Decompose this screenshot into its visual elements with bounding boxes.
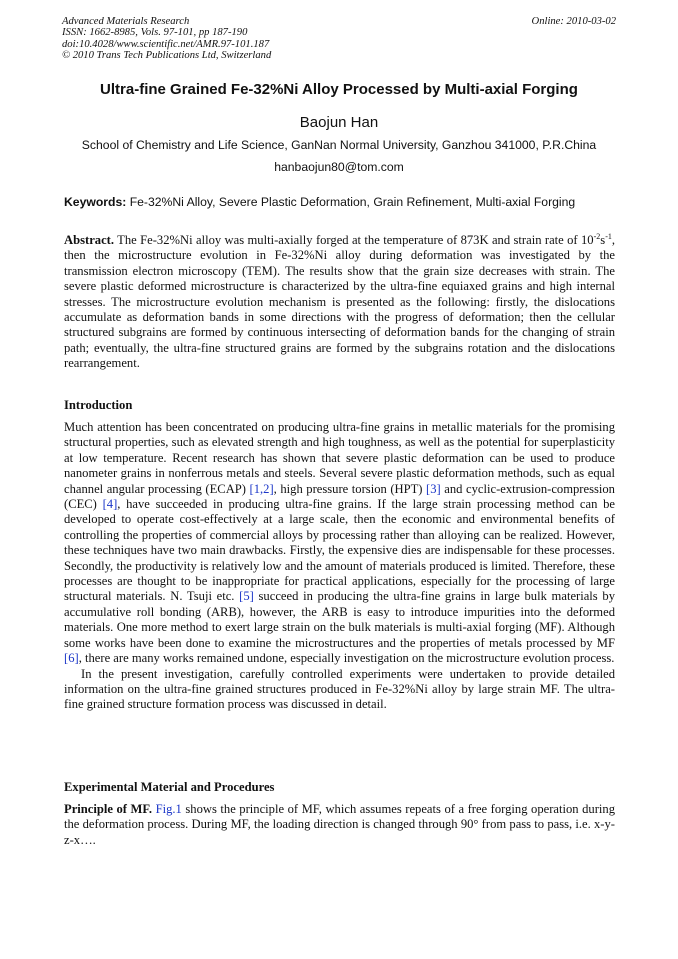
intro-text-f: , there are many works remained undone, especially investigation on the microstructure evolution process. <box>78 651 615 666</box>
abstract-text-3: , then the microstructure evolution in Fe-32%Ni alloy during deformation was investigated by the transmission electron microscopy (TEM). The results show that the grain size decreases with strain. The severe plastic deformed microstructure is characterized by the ultra-fine equiaxed grains and high internal stresses. The microstructure evolution mechanism is presented as the following: firstly, the dislocations accumulate as deformation bands in some directions with the progress of deformation; then the cellular structured subgrains are formed by continuous intersecting of deformation bands for the changing of strain path; eventually, the ultra-fine structured grains are formed by the subgrains rotation and the dislocations rearrangement. <box>64 233 616 371</box>
introduction-paragraph-2: In the present investigation, carefully controlled experiments were undertaken to provide detailed information on the ultra-fine grained structures produced in Fe-32%Ni alloy by large strain MF. The ultra-fine grained structure formation process was discussed in detail. <box>64 666 615 712</box>
principle-paragraph <box>64 802 615 848</box>
author-name: Baojun Han <box>299 114 379 131</box>
introduction-body <box>64 420 615 713</box>
experimental-heading: Experimental Material and Procedures <box>64 780 275 794</box>
citation-6[interactable]: [6] <box>64 651 79 666</box>
intro-text-d: , have succeeded in producing ultra-fine grains. If the large strain processing method can be developed to operate cost-effectively at a large scale, then the economic and environmental benefits of controlling the properties of commercial alloys by processing rather than alloying can be realized. However, these techniques have two main drawbacks. Firstly, the expensive dies are indispensable for these processes. Secondly, the productivity is relatively low and the amount of materials produced is limited. Therefore, these processes are thought to be inappropriate for practical applications, especially for the processing of large structural materials. N. Tsuji etc. <box>64 497 615 604</box>
journal-name: Advanced Materials Research <box>62 16 190 27</box>
principle-text: shows the principle of MF, which assumes repeats of a free forging operation during the deformation process. During MF, the loading direction is changed through 90° from pass to pass, i.e. x-y-z-x…. <box>64 802 615 847</box>
abstract-text-1: The Fe-32%Ni alloy was multi-axially forged at the temperature of 873K and strain rate of 10 <box>117 233 594 247</box>
online-date: Online: 2010-03-02 <box>531 16 616 27</box>
copyright-line: © 2010 Trans Tech Publications Ltd, Switzerland <box>62 50 272 62</box>
intro-text-e: succeed in producing the ultra-fine grains in large bulk materials by accumulative roll bonding (ARB), however, the ARB is easy to introduce impurities into the deformed materials. One more method to exert large strain on the bulk materials is multi-axial forging (MF). Although some works have been done to examine the microstructures and the properties of metals processed by MF <box>64 589 615 650</box>
citation-5[interactable]: [5] <box>239 589 254 604</box>
introduction-heading: Introduction <box>64 398 133 412</box>
introduction-paragraph-1 <box>64 420 615 667</box>
abstract-text-2: s <box>600 233 606 247</box>
author-email: hanbaojun80@tom.com <box>274 160 404 174</box>
keywords-label: Keywords: <box>64 195 127 209</box>
doi-line: doi:10.4028/www.scientific.net/AMR.97-101.187 <box>62 38 270 50</box>
citation-4[interactable]: [4] <box>102 497 118 512</box>
intro-text-b: , high pressure torsion (HPT) <box>273 481 427 496</box>
figure-1-link[interactable]: Fig.1 <box>155 802 182 816</box>
keywords-text: Fe-32%Ni Alloy, Severe Plastic Deformation, Grain Refinement, Multi-axial Forging <box>129 195 576 209</box>
keywords-line <box>64 195 624 209</box>
citation-1-2[interactable]: [1,2] <box>249 481 274 496</box>
abstract-paragraph <box>64 233 615 372</box>
citation-3[interactable]: [3] <box>426 481 441 496</box>
abstract-label: Abstract. <box>64 233 115 247</box>
abstract-sup-2: -1 <box>605 231 612 241</box>
author-affiliation: School of Chemistry and Life Science, GanNan Normal University, Ganzhou 341000, P.R.China <box>81 138 597 152</box>
abstract-sup-1: -2 <box>593 231 601 241</box>
issn-line: ISSN: 1662-8985, Vols. 97-101, pp 187-190 <box>62 27 248 39</box>
journal-header <box>62 16 271 62</box>
principle-label: Principle of MF. <box>64 802 153 816</box>
intro-text-c: and cyclic-extrusion-compression (CEC) <box>64 481 615 512</box>
paper-title: Ultra-fine Grained Fe-32%Ni Alloy Processed by Multi-axial Forging <box>100 81 578 98</box>
intro-text-a: Much attention has been concentrated on producing ultra-fine grains in metallic materials for the promising structural properties, such as elevated strength and high toughness, as well as the potential for superplasticity at low temperature. Recent research has shown that severe plastic deformation can be used to produce nanometer grains in nonferrous metals and steels. Several severe plastic deformation methods, such as equal channel angular processing (ECAP) <box>64 420 615 496</box>
